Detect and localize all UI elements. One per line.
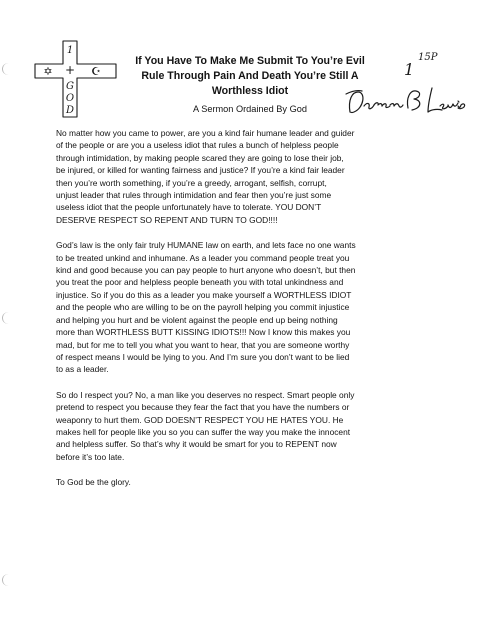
emblem-letter-d: D — [65, 105, 75, 116]
emblem-number-one: 1 — [66, 45, 74, 56]
body-line: DESERVE RESPECT SO REPENT AND TURN TO GOD!!!! — [56, 214, 278, 225]
punch-hole-mark — [2, 312, 15, 324]
body-line: to as a leader. — [56, 364, 109, 375]
body-line: before it’s too late. — [56, 451, 125, 462]
body-line: weaponry to hurt them. GOD DOESN’T RESPECT YOU HE HATES YOU. He — [56, 414, 344, 425]
sermon-body — [56, 127, 488, 489]
page-number: 1 — [404, 60, 415, 79]
body-line: injustice. So if you do this as a leader you make yourself a WORTHLESS IDIOT — [56, 289, 352, 300]
body-line: useless idiot that the people unfortunately have to tolerate. YOU DON’T — [56, 202, 322, 213]
body-paragraph — [56, 389, 488, 463]
title-line: Worthless Idiot — [211, 85, 289, 97]
cross-emblem — [33, 40, 119, 118]
title-line: Rule Through Pain And Death You’re Still A — [141, 70, 359, 82]
body-line: then you’re worth something, if you’re a greedy, arrogant, selfish, corrupt, — [56, 177, 327, 188]
closing-line: To God be the glory. — [56, 477, 131, 488]
page-number-superscript: 15P — [418, 52, 438, 63]
body-paragraph — [56, 239, 488, 375]
body-line: more than WORTHLESS BUTT KISSING IDIOTS!!! Now I know this makes you — [56, 327, 351, 338]
body-line: kind and good because you can pay people to hurt anyone who doesn’t, but then — [56, 265, 356, 276]
body-line: pretend to respect you because they fear the fact that you have the numbers or — [56, 402, 350, 413]
emblem-letter-g: G — [66, 81, 74, 92]
handwritten-signature — [344, 82, 474, 120]
body-line: mad, but for me to tell you what you want to hear, that you are someone worthy — [56, 339, 350, 350]
emblem-plus: + — [64, 63, 76, 77]
body-line: of the people or are you a useless idiot that rules a bunch of helpless people — [56, 140, 339, 151]
body-line: makes hell for people like you so you can suffer the way you make the innocent — [56, 426, 351, 437]
sermon-title — [119, 54, 381, 99]
punch-hole-mark — [2, 574, 15, 586]
punch-hole-mark — [2, 63, 15, 75]
title-line: If You Have To Make Me Submit To You’re Evil — [135, 55, 365, 67]
body-line: of respect means I would be lying to you. And I’m sure you don’t want to be lied — [56, 351, 350, 362]
body-line: be injured, or killed for wanting fairness and justice? If you’re a kind fair leader — [56, 165, 345, 176]
handwritten-page-number — [404, 52, 442, 78]
body-paragraph — [56, 127, 488, 226]
body-line: and helping you hurt and be violent against the people end up being nothing — [56, 314, 338, 325]
body-line: No matter how you came to power, are you a kind fair humane leader and guider — [56, 128, 355, 138]
emblem-letter-o: O — [65, 93, 75, 104]
body-line: So do I respect you? No, a man like you deserves no respect. Smart people only — [56, 389, 355, 400]
body-line: you treat the poor and helpless people beneath you with total unkindness and — [56, 277, 344, 288]
body-line: unjust leader that rules through intimidation and fear then you’re just some — [56, 190, 332, 201]
star-of-david-icon: ✡ — [43, 65, 53, 78]
body-line: and the people who are willing to be on the payroll helping you commit injustice — [56, 302, 350, 313]
body-line: through intimidation, by making people scared they are going to lose their job, — [56, 152, 344, 163]
body-line: to be treated unkind and inhumane. As a leader you command people treat you — [56, 252, 350, 263]
body-line: God’s law is the only fair truly HUMANE law on earth, and lets face no one wants — [56, 240, 356, 251]
body-paragraph — [56, 476, 488, 488]
body-line: and helpless suffer. So that’s why it would be smart for you to REPENT now — [56, 439, 337, 450]
crescent-star-icon: ☪ — [91, 65, 101, 78]
sermon-subtitle: A Sermon Ordained By God — [193, 104, 307, 114]
